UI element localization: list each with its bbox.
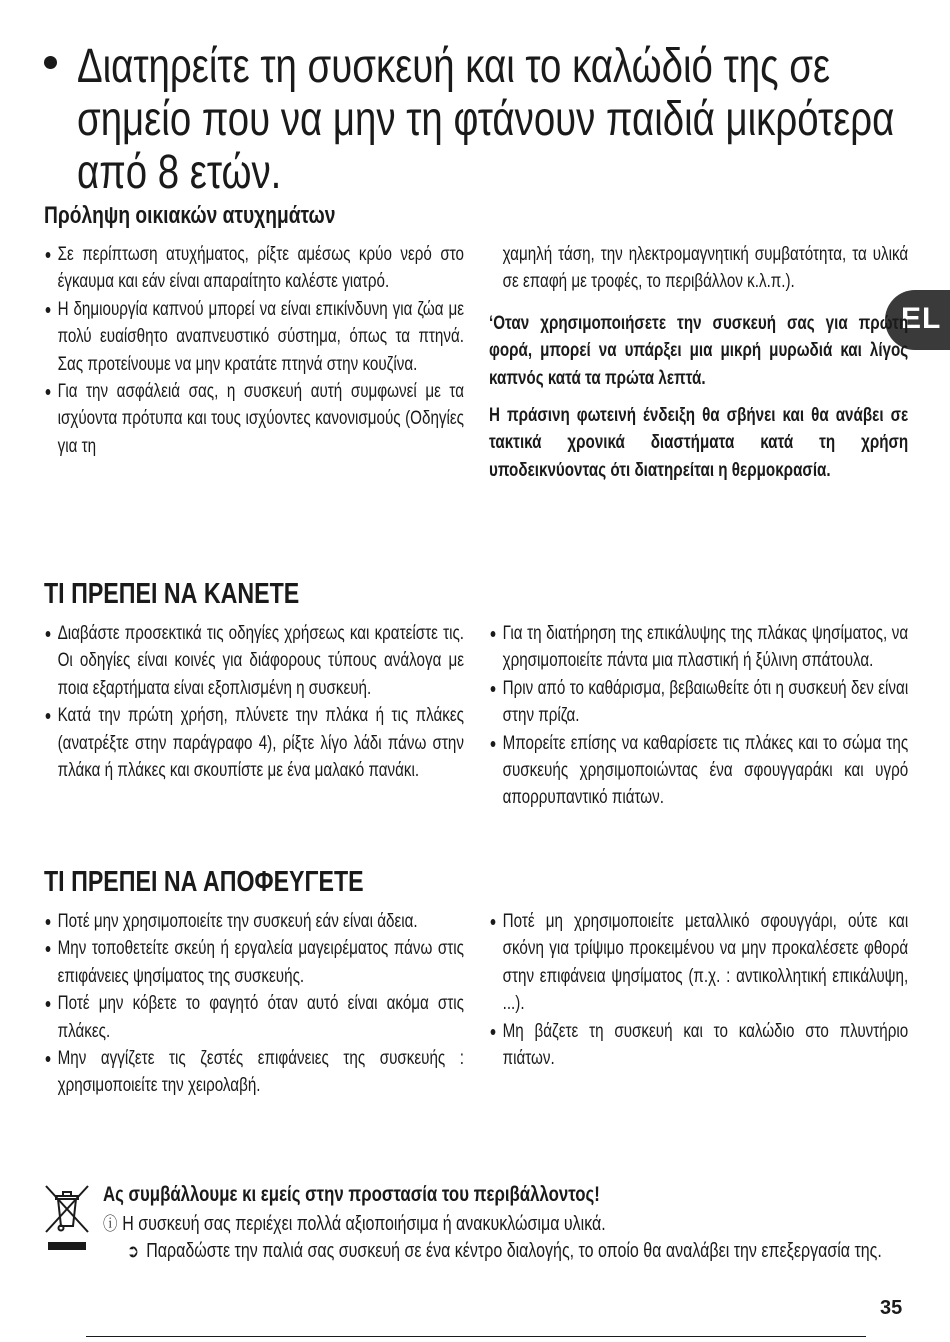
- avoid-heading: ΤΙ ΠΡΕΠΕΙ ΝΑ ΑΠΟΦΕΥΓΕΤΕ: [44, 866, 364, 898]
- prevention-list: [44, 241, 464, 460]
- list-item: Η δημιουργία καπνού μπορεί να είναι επικίνδυνη για ζώα με πολύ ευαίσθητο αναπνευστικό σύστημα, όπως τα πτηνά. Σας προτείνουμε να μην κρατάτε πτηνά στην κουζίνα.: [44, 296, 464, 378]
- list-item: Πριν από το καθάρισμα, βεβαιωθείτε ότι η συσκευή δεν είναι στην πρίζα.: [489, 675, 908, 730]
- list-item: Ποτέ μην κόβετε το φαγητό όταν αυτό είναι ακόμα στις πλάκες.: [44, 990, 464, 1045]
- list-item: Μην τοποθετείτε σκεύη ή εργαλεία μαγειρέματος πάνω στις επιφάνειες ψησίματος της συσκευής.: [44, 935, 464, 990]
- do-right-column: [489, 620, 909, 812]
- avoid-right-column: [489, 908, 909, 1072]
- list-item: Ποτέ μη χρησιμοποιείτε μεταλλικό σφουγγάρι, ούτε και σκόνη για τρίψιμο προκειμένου να μην προκαλέσετε φθορά στην επιφάνεια ψησίματος (π.χ. : αντικολλητική επικάλυψη, ...).: [489, 908, 908, 1018]
- do-list-left: [44, 620, 464, 784]
- list-item: Κατά την πρώτη χρήση, πλύνετε την πλάκα ή τις πλάκες (ανατρέξτε στην παράγραφο 4), ρίξτε λίγο λάδι πάνω στην πλάκα ή πλάκες και σκουπίστε με ένα μαλακό πανάκι.: [44, 702, 464, 784]
- avoid-list-right: [489, 908, 908, 1072]
- prevention-heading: Πρόληψη οικιακών ατυχημάτων: [44, 202, 336, 229]
- page-number: 35: [880, 1297, 903, 1319]
- info-icon: ⓘ: [103, 1214, 118, 1234]
- prevention-left-column: [44, 241, 464, 460]
- language-tab-label: EL: [901, 302, 942, 335]
- do-heading: ΤΙ ΠΡΕΠΕΙ ΝΑ ΚΑΝΕΤΕ: [44, 578, 300, 610]
- list-item: Μπορείτε επίσης να καθαρίσετε τις πλάκες και το σώμα της συσκευής χρησιμοποιώντας ένα σφουγγαράκι και υγρό απορρυπαντικό πιάτων.: [489, 730, 908, 812]
- list-item: Σε περίπτωση ατυχήματος, ρίξτε αμέσως κρύο νερό στο έγκαυμα και εάν είναι απαραίτητο καλέστε γιατρό.: [44, 241, 464, 296]
- do-list-right: [489, 620, 908, 812]
- environment-title: Ας συμβάλλουμε κι εμείς στην προστασία του περιβάλλοντος!: [103, 1183, 600, 1206]
- first-use-note: ‘Οταν χρησιμοποιήσετε την συσκευή σας για πρώτη φορά, μπορεί να υπάρξει μια μικρή μυρωδιά και λίγος καπνός κατά τα πρώτα λεπτά.: [489, 312, 909, 389]
- list-item: Μη βάζετε τη συσκευή και το καλώδιο στο πλυντήριο πιάτων.: [489, 1018, 908, 1073]
- footer-divider: [86, 1336, 866, 1337]
- bullet-dot: [44, 56, 57, 69]
- environment-info-line: [103, 1211, 747, 1238]
- arrow-icon: ➲: [127, 1241, 140, 1261]
- avoid-list-left: [44, 908, 464, 1100]
- list-item: Διαβάστε προσεκτικά τις οδηγίες χρήσεως και κρατείστε τις. Οι οδηγίες είναι κοινές για διάφορους τύπους ανάλογα με ποια εξαρτήματα είναι εξοπλισμένη η συσκευή.: [44, 620, 464, 702]
- environment-info-text: Η συσκευή σας περιέχει πολλά αξιοποιήσιμα ή ανακυκλώσιμα υλικά.: [122, 1213, 606, 1235]
- avoid-left-column: [44, 908, 464, 1100]
- list-item: Για την ασφάλειά σας, η συσκευή αυτή συμφωνεί με τα ισχύοντα πρότυπα και τους ισχύοντες κανονισμούς (Οδηγίες για τη: [44, 378, 464, 460]
- list-item: Ποτέ μην χρησιμοποιείτε την συσκευή εάν είναι άδεια.: [44, 908, 464, 935]
- prevention-right-column: [489, 241, 909, 484]
- prevention-continuation: χαμηλή τάση, την ηλεκτρομαγνητική συμβατότητα, τα υλικά σε επαφή με τροφές, το περιβάλλον κ.λ.π.).: [502, 244, 909, 293]
- do-left-column: [44, 620, 464, 784]
- indicator-note: Η πράσινη φωτεινή ένδειξη θα σβήνει και θα ανάβει σε τακτικά χρονικά διαστήματα κατά τη χρήση υποδεικνύοντας ότι διατηρείται η θερμοκρασία.: [489, 405, 909, 481]
- intro-text: Διατηρείτε τη συσκευή και το καλώδιό της σε σημείο που να μην τη φτάνουν παιδιά μικρότερα από 8 ετών.: [77, 40, 895, 199]
- list-item: Μην αγγίζετε τις ζεστές επιφάνειες της συσκευής : χρησιμοποιείτε την χειρολαβή.: [44, 1045, 464, 1100]
- crossed-bin-icon: [42, 1182, 92, 1252]
- environment-recycle-line: [103, 1238, 932, 1265]
- list-item: Για τη διατήρηση της επικάλυψης της πλάκας ψησίματος, να χρησιμοποιείτε πάντα μια πλαστική ή ξύλινη σπάτουλα.: [489, 620, 908, 675]
- environment-recycle-text: Παραδώστε την παλιά σας συσκευή σε ένα κέντρο διαλογής, το οποίο θα αναλάβει την επεξεργασία της.: [146, 1240, 882, 1262]
